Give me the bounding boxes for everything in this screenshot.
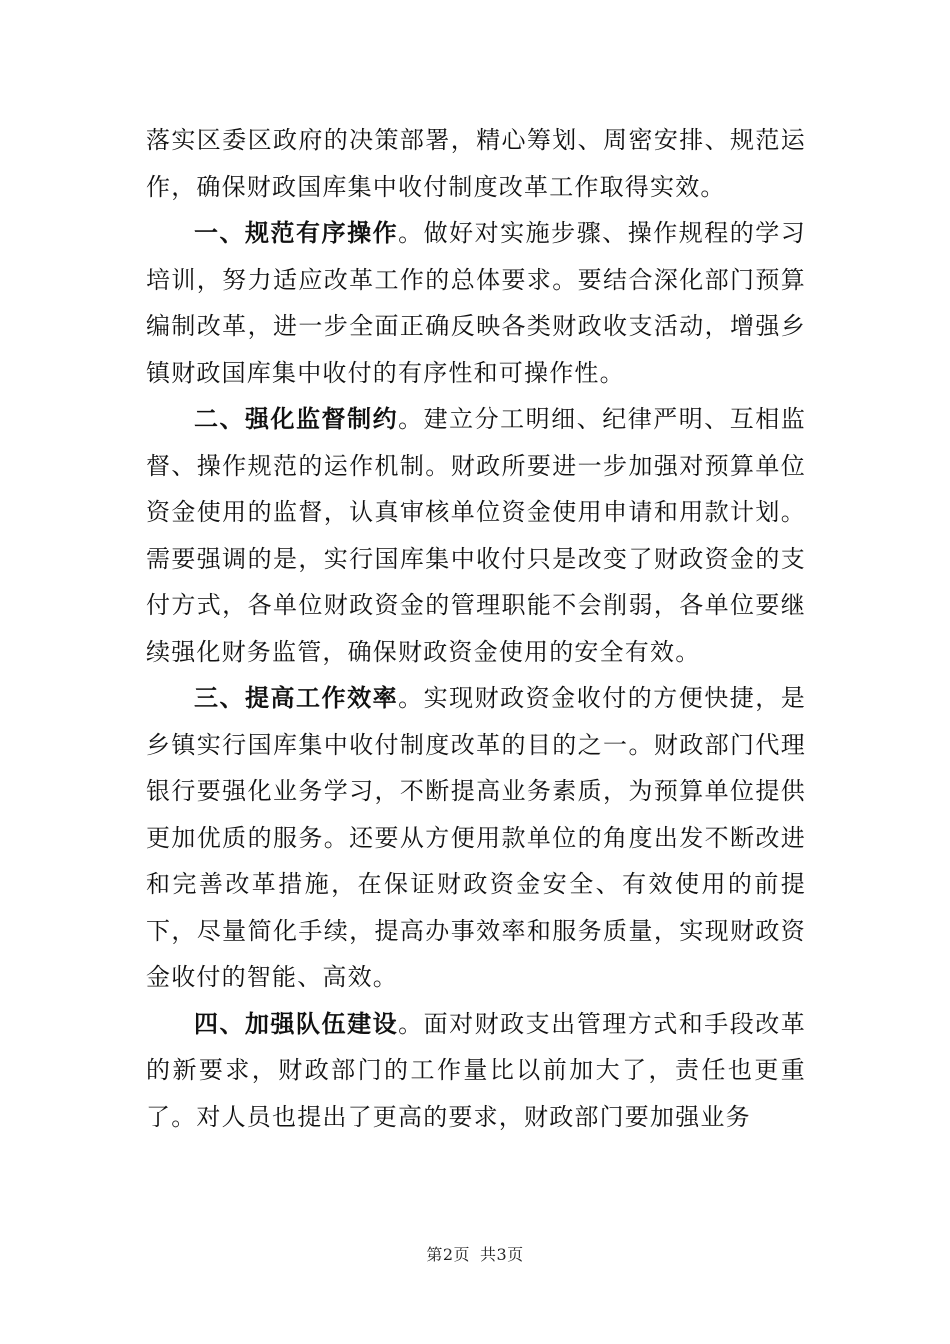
- paragraph-text: 。实现财政资金收付的方便快捷，是乡镇实行国库集中收付制度改革的目的之一。财政部门代理银行要强化业务学习，不断提高业务素质，为预算单位提供更加优质的服务。还要从方便用款单位的角度出发不断改进和完善改革措施，在保证财政资金安全、有效使用的前提下，尽量简化手续，提高办事效率和服务质量，实现财政资金收付的智能、高效。: [146, 684, 806, 991]
- paragraph-section-2: [146, 396, 806, 675]
- paragraph-section-3: [146, 675, 806, 1001]
- paragraph-text: 。做好对实施步骤、操作规程的学习培训，努力适应改革工作的总体要求。要结合深化部门预算编制改革，进一步全面正确反映各类财政收支活动，增强乡镇财政国库集中收付的有序性和可操作性。: [146, 219, 806, 387]
- section-heading: 四、加强队伍建设: [194, 1009, 399, 1038]
- paragraph-text: 。面对财政支出管理方式和手段改革的新要求，财政部门的工作量比以前加大了，责任也更重了。对人员也提出了更高的要求，财政部门要加强业务: [146, 1009, 806, 1131]
- page-footer: [0, 1242, 950, 1265]
- paragraph-text: 。建立分工明细、纪律严明、互相监督、操作规范的运作机制。财政所要进一步加强对预算单位资金使用的监督，认真审核单位资金使用申请和用款计划。需要强调的是，实行国库集中收付只是改变了财政资金的支付方式，各单位财政资金的管理职能不会削弱，各单位要继续强化财务监管，确保财政资金使用的安全有效。: [146, 405, 806, 666]
- page-total: 共3页: [480, 1245, 524, 1264]
- paragraph-section-1: [146, 210, 806, 396]
- paragraph-section-4: [146, 1001, 806, 1141]
- document-body: [146, 117, 806, 1140]
- section-heading: 三、提高工作效率: [194, 684, 399, 712]
- section-heading: 二、强化监督制约: [194, 405, 399, 433]
- paragraph-continuation: [146, 117, 806, 210]
- paragraph-text: 落实区委区政府的决策部署，精心筹划、周密安排、规范运作，确保财政国库集中收付制度改革工作取得实效。: [146, 126, 806, 201]
- page-number: 第2页: [426, 1245, 470, 1264]
- section-heading: 一、规范有序操作: [194, 219, 399, 247]
